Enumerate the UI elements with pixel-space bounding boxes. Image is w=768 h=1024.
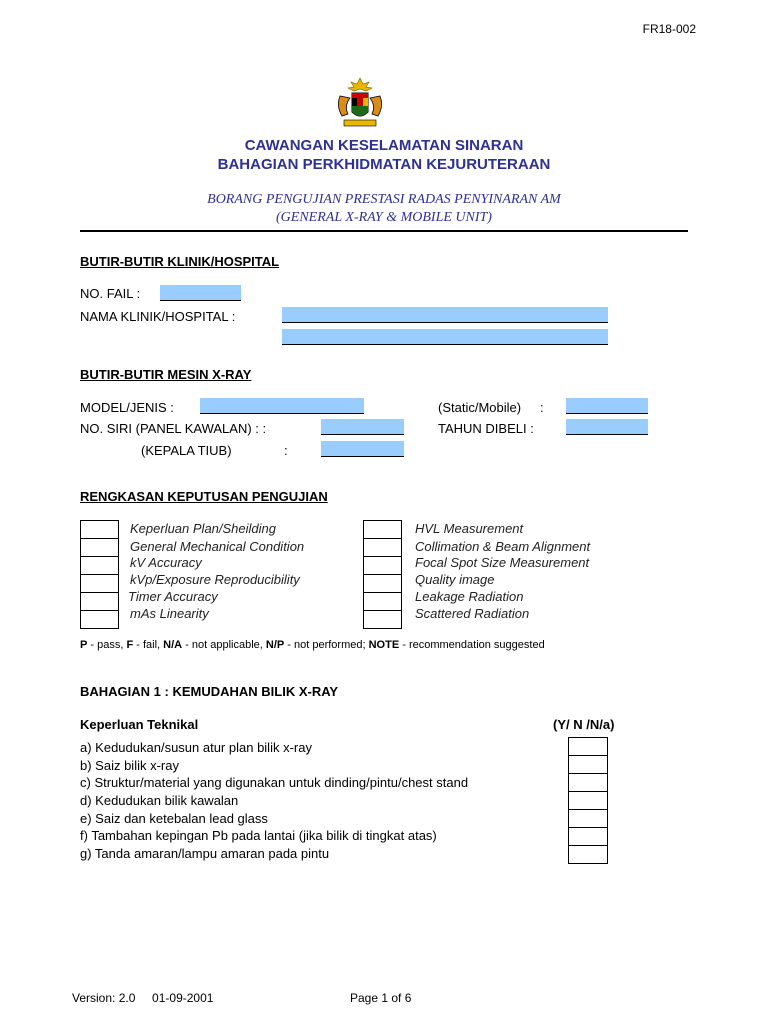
- requirement-item: b) Saiz bilik x-ray: [80, 758, 179, 773]
- result-box-quality[interactable]: [363, 575, 402, 593]
- answer-box-f[interactable]: [568, 828, 608, 846]
- division-title: BAHAGIAN PERKHIDMATAN KEJURUTERAAN: [217, 156, 551, 173]
- summary-right-checkboxes: [363, 520, 402, 629]
- summary-item: Leakage Radiation: [415, 589, 524, 604]
- summary-item: kV Accuracy: [130, 555, 202, 570]
- answer-box-c[interactable]: [568, 774, 608, 792]
- summary-left-checkboxes: [80, 520, 119, 629]
- requirement-item: e) Saiz dan ketebalan lead glass: [80, 811, 268, 826]
- summary-item: Scattered Radiation: [415, 606, 530, 621]
- result-box-mas[interactable]: [80, 611, 119, 629]
- model-field[interactable]: [200, 398, 364, 414]
- result-box-mechanical[interactable]: [80, 539, 119, 557]
- year-purchased-label: TAHUN DIBELI :: [438, 421, 534, 436]
- summary-item: HVL Measurement: [415, 521, 524, 536]
- requirement-item: f) Tambahan kepingan Pb pada lantai (jika bilik di tingkat atas): [80, 828, 437, 843]
- page-number: Page 1 of 6: [350, 991, 412, 1005]
- requirement-item: g) Tanda amaran/lampu amaran pada pintu: [80, 846, 330, 861]
- summary-item: Focal Spot Size Measurement: [415, 555, 590, 570]
- requirement-item: d) Kedudukan bilik kawalan: [80, 793, 239, 808]
- agency-title: CAWANGAN KESELAMATAN SINARAN: [244, 137, 524, 154]
- yes-no-header: (Y/ N /N/a): [553, 717, 615, 732]
- result-box-collimation[interactable]: [363, 539, 402, 557]
- coat-of-arms-icon: [332, 76, 388, 132]
- result-legend: P - pass, F - fail, N/A - not applicable, N/P - not performed; NOTE - recommendation suggested: [80, 639, 545, 651]
- result-box-timer[interactable]: [80, 593, 119, 611]
- static-mobile-colon: :: [540, 400, 544, 415]
- static-mobile-label: (Static/Mobile): [438, 400, 522, 415]
- serial-control-label: NO. SIRI (PANEL KAWALAN) : :: [80, 421, 267, 436]
- version-footer: Version: 2.0 01-09-2001: [72, 991, 214, 1005]
- summary-item: General Mechanical Condition: [130, 539, 305, 554]
- file-number-field[interactable]: [160, 285, 241, 301]
- answer-box-b[interactable]: [568, 756, 608, 774]
- tube-head-colon: :: [284, 443, 288, 458]
- summary-section-heading: RENGKASAN KEPUTUSAN PENGUJIAN: [80, 489, 328, 504]
- answer-box-e[interactable]: [568, 810, 608, 828]
- tube-head-field[interactable]: [321, 441, 404, 457]
- tube-head-label: (KEPALA TIUB): [141, 443, 232, 458]
- clinic-section-heading: BUTIR-BUTIR KLINIK/HOSPITAL: [80, 254, 280, 269]
- form-subtitle: (GENERAL X-RAY & MOBILE UNIT): [276, 210, 492, 225]
- summary-item: kVp/Exposure Reproducibility: [130, 572, 300, 587]
- machine-section-heading: BUTIR-BUTIR MESIN X-RAY: [80, 367, 252, 382]
- summary-item: Quality image: [415, 572, 495, 587]
- result-box-leakage[interactable]: [363, 593, 402, 611]
- year-purchased-field[interactable]: [566, 419, 648, 435]
- requirement-item: a) Kedudukan/susun atur plan bilik x-ray: [80, 740, 312, 755]
- file-number-label: NO. FAIL :: [80, 286, 141, 301]
- summary-item: mAs Linearity: [130, 606, 209, 621]
- technical-requirements-heading: Keperluan Teknikal: [80, 717, 199, 732]
- answer-box-d[interactable]: [568, 792, 608, 810]
- part1-heading: BAHAGIAN 1 : KEMUDAHAN BILIK X-RAY: [80, 684, 339, 699]
- result-box-kv[interactable]: [80, 557, 119, 575]
- result-box-scattered[interactable]: [363, 611, 402, 629]
- clinic-name-field[interactable]: [282, 307, 608, 323]
- requirement-answer-boxes: [568, 737, 608, 864]
- result-box-plan[interactable]: [80, 520, 119, 539]
- static-mobile-field[interactable]: [566, 398, 648, 414]
- answer-box-a[interactable]: [568, 737, 608, 756]
- summary-item: Keperluan Plan/Sheilding: [130, 521, 276, 536]
- document-code: FR18-002: [642, 22, 696, 36]
- answer-box-g[interactable]: [568, 846, 608, 864]
- summary-item: Timer Accuracy: [128, 589, 218, 604]
- clinic-name-field-2[interactable]: [282, 329, 608, 345]
- requirement-item: c) Struktur/material yang digunakan untuk dinding/pintu/chest stand: [80, 775, 469, 790]
- result-box-kvp[interactable]: [80, 575, 119, 593]
- serial-control-field[interactable]: [321, 419, 404, 435]
- model-label: MODEL/JENIS :: [80, 400, 174, 415]
- result-box-focal-spot[interactable]: [363, 557, 402, 575]
- result-box-hvl[interactable]: [363, 520, 402, 539]
- header-divider: [80, 230, 688, 232]
- summary-item: Collimation & Beam Alignment: [415, 539, 591, 554]
- clinic-name-label: NAMA KLINIK/HOSPITAL :: [80, 309, 236, 324]
- form-title: BORANG PENGUJIAN PRESTASI RADAS PENYINARAN AM: [207, 192, 561, 207]
